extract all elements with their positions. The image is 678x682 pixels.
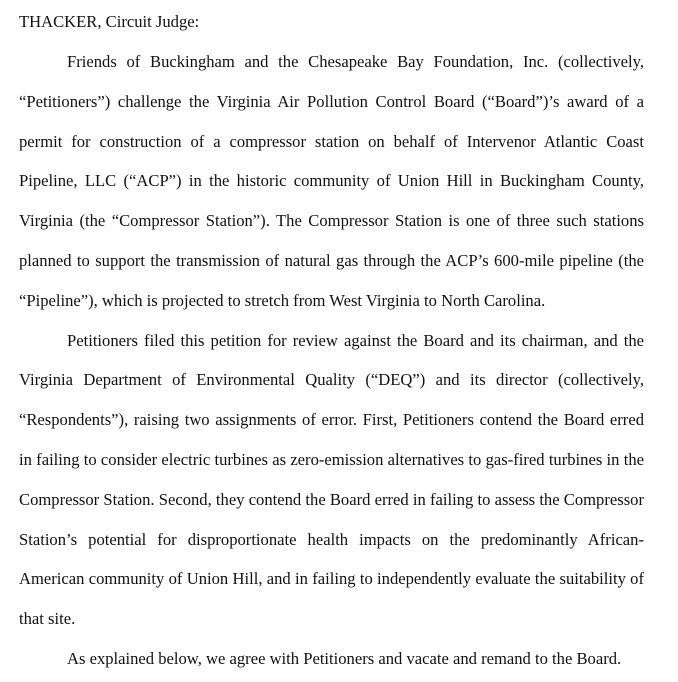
judge-heading: THACKER, Circuit Judge:	[19, 12, 200, 31]
paragraph-conclusion: As explained below, we agree with Petitioners and vacate and remand to the Board.	[67, 648, 622, 668]
paragraph-intro: Friends of Buckingham and the Chesapeake Bay Foundation, Inc. (collectively, “Petitioners”) challenge the Virginia Air Pollution Control Board (“Board”)’s award of a permit for construction of a compressor station on behalf of Intervenor Atlantic Coast Pipeline, LLC (“ACP”) in the historic community of Union Hill in Buckingham County, Virginia (the “Compressor Station”). The Compressor Station is one of three such stations planned to support the transmission of natural gas through the ACP’s 600-mile pipeline (the “Pipeline”), which is projected to stretch from West Virginia to North Carolina.	[19, 52, 644, 310]
paragraph-petition: Petitioners filed this petition for review against the Board and its chairman, and the Virginia Department of Environmental Quality (“DEQ”) and its director (collectively, “Respondents”), raising two assignments of error. First, Petitioners contend the Board erred in failing to consider electric turbines as zero-emission alternatives to gas-fired turbines in the Compressor Station. Second, they contend the Board erred in failing to assess the Compressor Station’s potential for disproportionate health impacts on the predominantly African-American community of Union Hill, and in failing to independently evaluate the suitability of that site.	[19, 330, 644, 629]
opinion-page	[19, 8, 644, 679]
